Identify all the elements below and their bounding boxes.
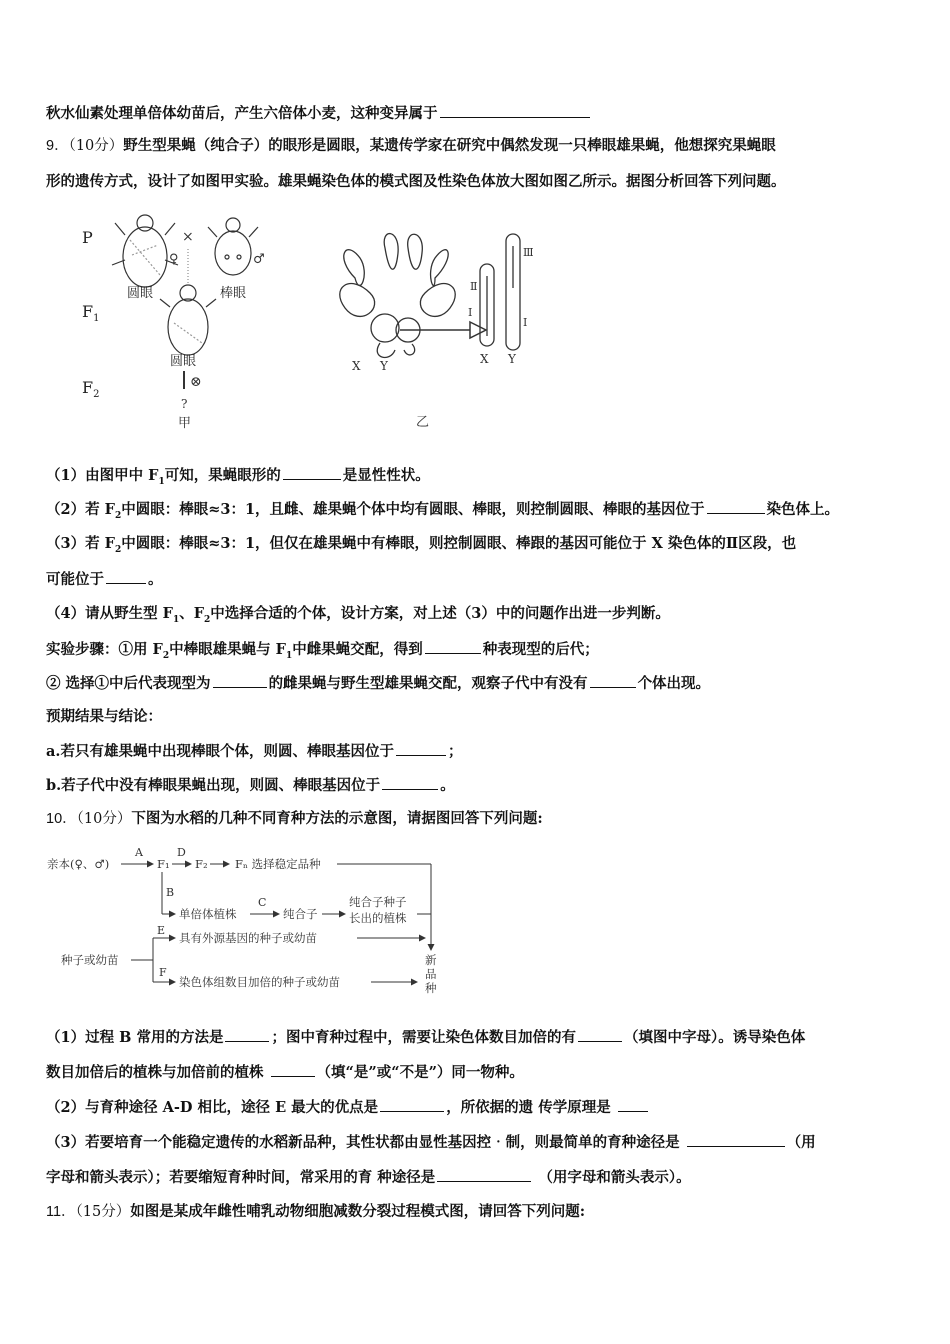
q10-blank3[interactable] — [271, 1062, 315, 1077]
q9-blank3[interactable] — [106, 569, 146, 584]
q10-sub3a: （3）若要培育一个能稳定遗传的水稻新品种，其性状都由显性基因控‧制，则最简单的育种途径是 （用 — [46, 1134, 816, 1151]
node-parents: 亲本(♀、♂) — [47, 857, 110, 871]
q9-blank6[interactable] — [590, 673, 636, 688]
q10-blank5[interactable] — [618, 1097, 648, 1112]
q10-sub2: （2）与育种途径 A-D 相比，途径 E 最大的优点是 ，所依据的遗 传学原理是 — [46, 1097, 650, 1118]
question-mark: ? — [181, 397, 188, 411]
label-Y-small: Y — [380, 359, 388, 373]
node-F1: F₁ — [157, 857, 170, 871]
label-region-I-left: Ⅰ — [468, 306, 473, 319]
top-line — [46, 103, 592, 124]
q9-sub3: （3）若 $F_2$中圆眼：棒眼≈3：1，但仅在雄果蝇中有棒眼，则控制圆眼、棒跟的基因可能位于 X 染色体的Ⅱ区段，也 — [46, 535, 797, 555]
chromosome-set-drawing — [340, 234, 455, 358]
q9-sub1: （1）由图甲中 $F_1$可知，果蝇眼形的 是显性性状。 — [46, 467, 430, 487]
q9-number: 9． — [46, 138, 69, 154]
answer-blank[interactable] — [440, 103, 590, 118]
q9-intro-line2 — [46, 172, 786, 192]
female-fly-drawing — [112, 215, 178, 287]
q9-intro2: 形的遗传方式，设计了如图甲实验。雄果蝇染色体的模式图及性染色体放大图如图乙所示。据图分析回答下列问题。 — [46, 173, 786, 190]
f1-fly-drawing — [160, 285, 216, 355]
label-round-eye: 圆眼 — [127, 286, 154, 301]
q10-score: （10分） — [76, 811, 132, 827]
arrow — [400, 322, 486, 338]
q9-sub4: （4）请从野生型 $F_1$、$F_2$中选择合适的个体，设计方案，对上述（3）中的问题作出进一步判断。 — [46, 605, 670, 625]
q10-sub3b: 字母和箭头表示）；若要缩短育种时间，常采用的育 种途径是 （用字母和箭头表示）。 — [46, 1169, 691, 1186]
female-sign: ♀ — [169, 252, 179, 267]
q10-blank1[interactable] — [225, 1027, 269, 1042]
q10-blank6[interactable] — [687, 1132, 785, 1147]
node-new-3: 种 — [425, 981, 437, 995]
q10-number: 10． — [46, 811, 77, 827]
q9-step2: ② 选择①中后代表现型为 的雌果蝇与野生型雄果蝇交配，观察子代中有没有 个体出现。 — [46, 675, 711, 692]
node-pure: 纯合子 — [283, 907, 318, 921]
label-P: P — [82, 228, 93, 247]
figure-jia — [70, 205, 280, 435]
q9-blank8[interactable] — [382, 775, 438, 790]
node-seed: 种子或幼苗 — [61, 953, 119, 967]
path-F: F — [159, 966, 167, 979]
q10-intro: 10．（10分）下图为水稻的几种不同育种方法的示意图，请据图回答下列问题: — [46, 810, 543, 827]
q9-step1: 实验步骤：①用 $F_2$中棒眼雄果蝇与 $F_1$中雌果蝇交配，得到 种表现型的后代； — [46, 641, 599, 661]
top-line-text: 秋水仙素处理单倍体幼苗后，产生六倍体小麦，这种变异属于 — [46, 105, 438, 122]
enlarged-x-chromosome — [480, 264, 494, 346]
q9-blank1[interactable] — [283, 465, 341, 480]
label-f1-round-eye: 圆眼 — [170, 354, 197, 369]
caption-yi: 乙 — [416, 415, 430, 430]
q10-blank4[interactable] — [380, 1097, 444, 1112]
caption-jia: 甲 — [178, 416, 192, 431]
q10-blank7[interactable] — [437, 1167, 531, 1182]
label-X-large: X — [480, 352, 489, 366]
label-region-III: Ⅲ — [523, 246, 534, 259]
q11-intro: 11．（15分）如图是某成年雌性哺乳动物细胞减数分裂过程模式图，请回答下列问题: — [46, 1203, 586, 1220]
node-new-1: 新 — [425, 953, 437, 967]
q9-result-b: b.若子代中没有棒眼果蝇出现，则圆、棒眼基因位于 。 — [46, 777, 455, 794]
label-region-I-right: Ⅰ — [523, 316, 528, 329]
q9-blank5[interactable] — [213, 673, 267, 688]
node-exogenous: 具有外源基因的种子或幼苗 — [179, 931, 317, 945]
q9-score: （10分） — [68, 138, 124, 154]
node-Fn: Fₙ 选择稳定品种 — [235, 857, 321, 871]
label-region-II: Ⅱ — [470, 280, 478, 293]
q11-score: （15分） — [75, 1204, 131, 1220]
node-haploid: 单倍体植株 — [179, 907, 237, 921]
q10-blank2[interactable] — [578, 1027, 622, 1042]
label-F2: $F_2$ — [82, 378, 100, 400]
label-Y-large: Y — [508, 352, 516, 366]
figure-yi — [330, 218, 550, 436]
path-A: A — [135, 846, 143, 859]
node-doubled: 染色体组数目加倍的种子或幼苗 — [179, 975, 340, 989]
enlarged-y-chromosome — [506, 234, 520, 350]
path-E: E — [157, 924, 166, 937]
path-C: C — [258, 896, 267, 909]
q9-blank2[interactable] — [707, 499, 765, 514]
q9-sub2: （2）若 $F_2$中圆眼：棒眼≈3：1，且雌、雄果蝇个体中均有圆眼、棒眼，则控制圆眼、棒眼的基因位于 染色体上。 — [46, 501, 840, 521]
q9-blank7[interactable] — [396, 741, 446, 756]
node-new-2: 品 — [425, 967, 437, 981]
cross-sign: × — [182, 229, 194, 245]
q9-result-a: a.若只有雄果蝇中出现棒眼个体，则圆、棒眼基因位于 ； — [46, 743, 463, 760]
path-D: D — [177, 846, 186, 859]
label-F1: $F_1$ — [82, 302, 100, 324]
node-pure-seed-2: 长出的植株 — [349, 911, 407, 925]
q9-intro-line1 — [46, 136, 776, 156]
path-B: B — [166, 886, 175, 899]
q9-sub3-cont: 可能位于 。 — [46, 571, 163, 588]
male-sign: ♂ — [253, 252, 265, 267]
self-sign: ⊗ — [190, 374, 202, 390]
breeding-diagram — [45, 842, 455, 1000]
node-F2: F₂ — [195, 857, 208, 871]
label-X-small: X — [352, 359, 361, 373]
q9-blank4[interactable] — [425, 639, 481, 654]
q9-expect: 预期结果与结论： — [46, 708, 162, 725]
q11-number: 11． — [46, 1204, 76, 1220]
male-fly-drawing — [208, 218, 258, 275]
label-bar-eye: 棒眼 — [220, 286, 247, 301]
q10-sub1b: 数目加倍后的植株与加倍前的植株 （填“是”或“不是”）同一物种。 — [46, 1064, 524, 1081]
q10-sub1a: （1）过程 B 常用的方法是 ；图中育种过程中，需要让染色体数目加倍的有 （填图中字母）。诱导染色体 — [46, 1029, 806, 1046]
node-pure-seed-1: 纯合子种子 — [349, 895, 407, 909]
q9-intro1: 野生型果蝇（纯合子）的眼形是圆眼，某遗传学家在研究中偶然发现一只棒眼雄果蝇，他想探究果蝇眼 — [123, 137, 776, 154]
